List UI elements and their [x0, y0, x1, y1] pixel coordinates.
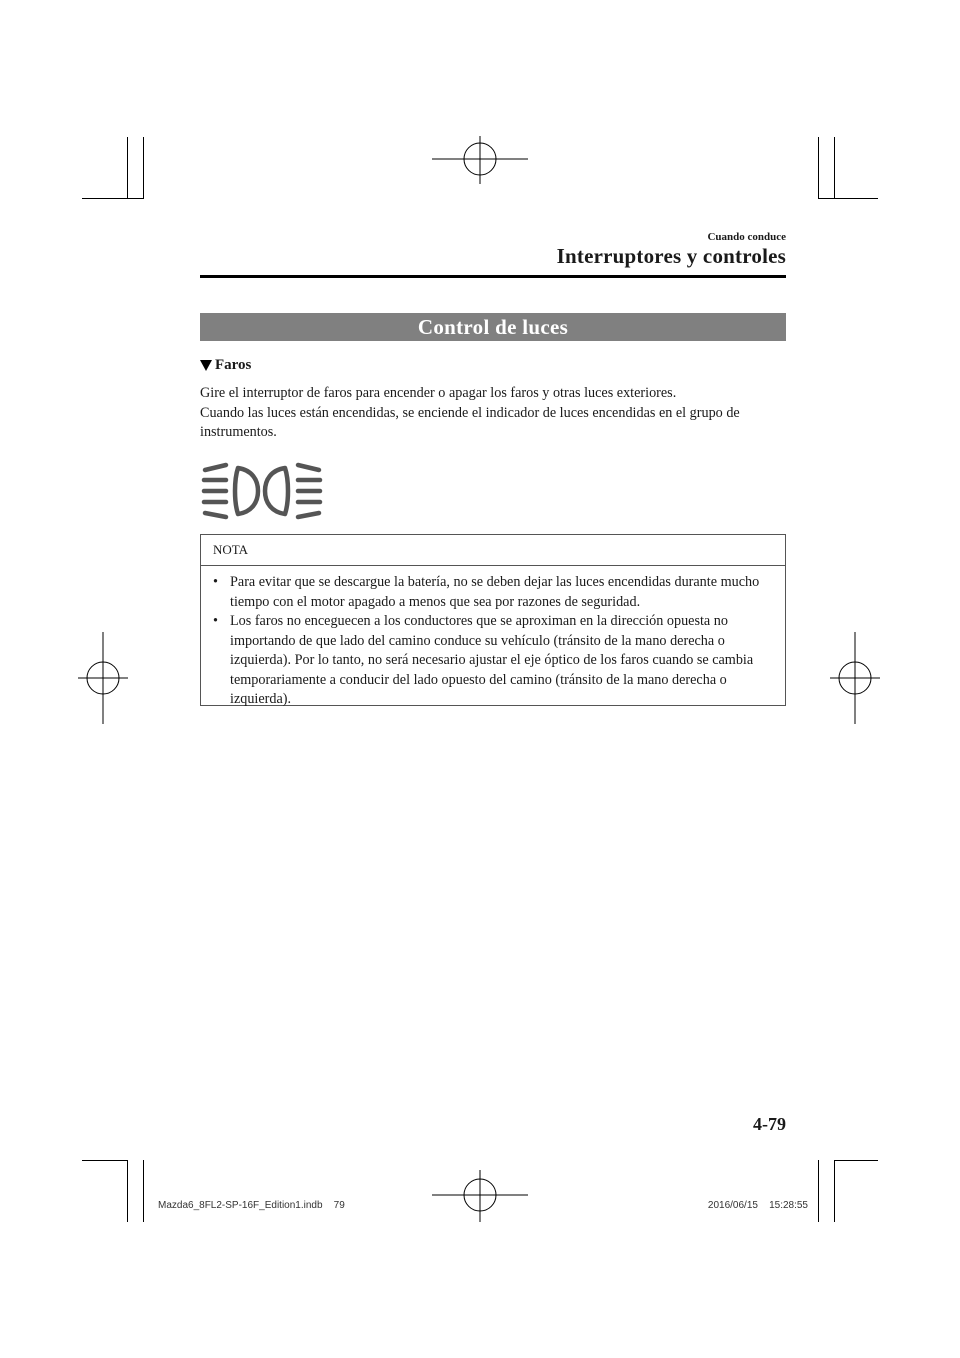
bullet-icon: •: [213, 613, 218, 629]
headlight-on-indicator-icon: [200, 462, 325, 520]
note-divider: [201, 565, 785, 566]
note-item-text: Los faros no enceguecen a los conductores que se aproximan en la dirección opuesta no importando de que lado del camino conduce su vehículo (tránsito de la mano derecha o izquierda). Por lo tanto, no será necesario ajustar el eje óptico de los faros cuando se cambia temporariamente a conducir del lado opuesto del camino (tránsito de la mano derecha o izquierda).: [230, 613, 754, 707]
body-text: [200, 384, 790, 443]
header-divider: [200, 275, 786, 278]
bullet-icon: •: [213, 574, 218, 590]
page-title: Interruptores y controles: [556, 244, 786, 268]
section-banner: Control de luces: [200, 313, 786, 341]
footer-timestamp: 2016/06/15 15:28:55: [707, 1200, 808, 1211]
registration-mark-right: [830, 632, 880, 724]
subsection-heading: [200, 357, 251, 374]
list-item: [213, 573, 779, 612]
page-number: 4-79: [753, 1114, 786, 1134]
registration-mark-top: [432, 136, 528, 184]
list-item: [213, 612, 779, 710]
registration-mark-bottom: [432, 1170, 528, 1222]
note-box: [200, 534, 786, 706]
registration-mark-left: [78, 632, 128, 724]
section-label: Cuando conduce: [707, 231, 786, 243]
subsection-title: Faros: [215, 357, 252, 373]
triangle-down-icon: [200, 360, 212, 371]
footer-file: Mazda6_8FL2-SP-16F_Edition1.indb 79: [158, 1200, 345, 1211]
note-item-text: Para evitar que se descargue la batería, no se deben dejar las luces encendidas durante mucho tiempo con el motor apagado a menos que sea por razones de seguridad.: [230, 574, 760, 610]
note-title: NOTA: [213, 542, 249, 557]
body-paragraph: Cuando las luces están encendidas, se enciende el indicador de luces encendidas en el grupo de instrumentos.: [200, 404, 740, 440]
body-paragraph: Gire el interruptor de faros para encender o apagar los faros y otras luces exteriores.: [200, 385, 677, 401]
note-list: [213, 573, 779, 710]
